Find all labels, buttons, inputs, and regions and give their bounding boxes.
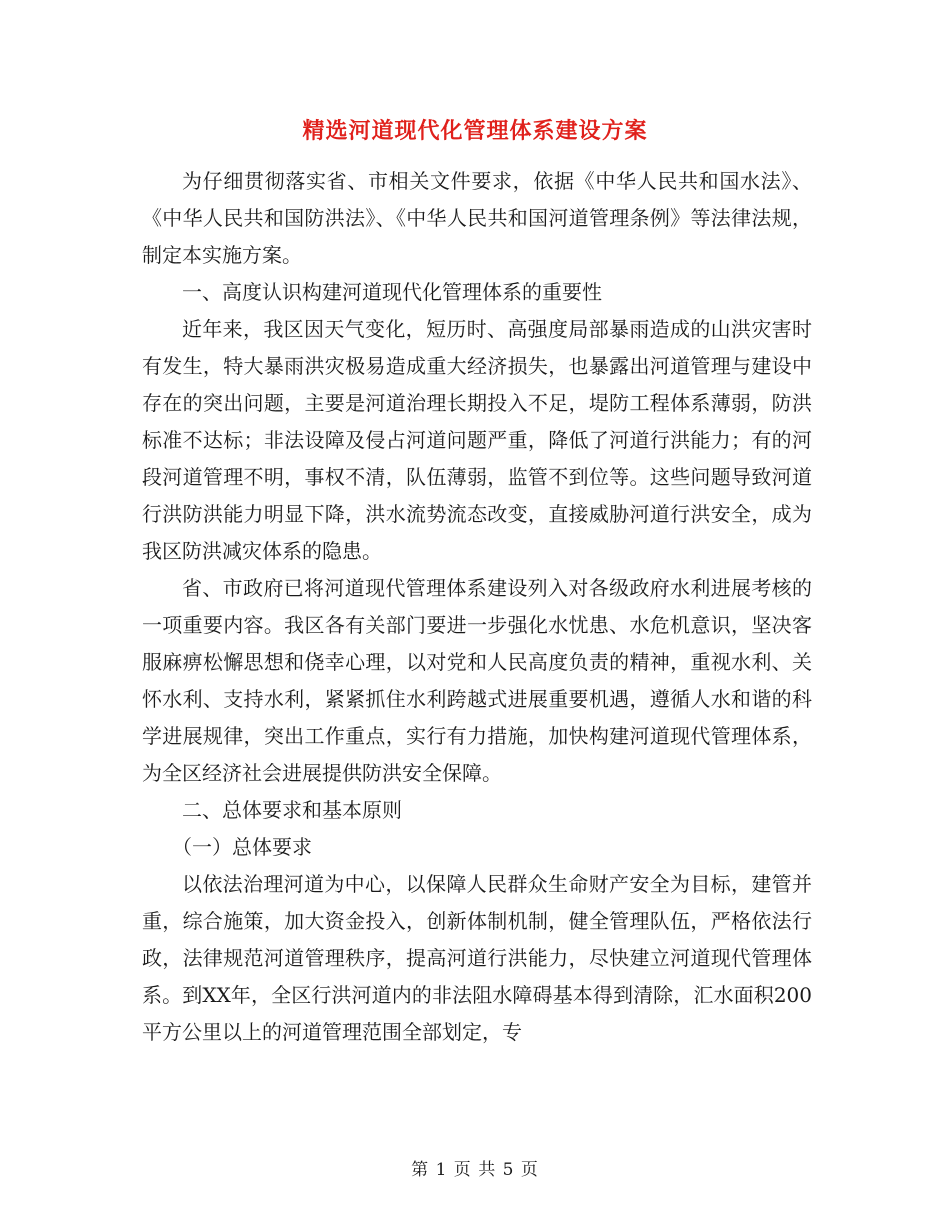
section-heading-2: 二、总体要求和基本原则 bbox=[182, 798, 402, 822]
page-number: 第 1 页 共 5 页 bbox=[411, 1160, 539, 1180]
body-paragraph: 以依法治理河道为中心，以保障人民群众生命财产安全为目标，建管并重，综合施策，加大资金投入，创新体制机制，健全管理队伍，严格依法行政，法律规范河道管理秩序，提高河道行洪能力，尽快建立河道现代管理体系。到XX年，全区行洪河道内的非法阻水障碍基本得到清除，汇水面积200平方公里以上的河道管理范围全部划定，专 bbox=[142, 872, 812, 1044]
subsection-heading: （一）总体要求 bbox=[172, 835, 312, 859]
section-heading-1: 一、高度认识构建河道现代化管理体系的重要性 bbox=[182, 280, 602, 304]
document-title: 精选河道现代化管理体系建设方案 bbox=[302, 118, 648, 144]
body-paragraph: 省、市政府已将河道现代管理体系建设列入对各级政府水利进展考核的一项重要内容。我区各有关部门要进一步强化水忧患、水危机意识，坚决客服麻痹松懈思想和侥幸心理，以对党和人民高度负责的精神，重视水利、关怀水利、支持水利，紧紧抓住水利跨越式进展重要机遇，遵循人水和谐的科学进展规律，突出工作重点，实行有力措施，加快构建河道现代管理体系，为全区经济社会进展提供防洪安全保障。 bbox=[142, 576, 812, 785]
document-body bbox=[142, 163, 812, 1051]
body-paragraph: 近年来，我区因天气变化，短历时、高强度局部暴雨造成的山洪灾害时有发生，特大暴雨洪灾极易造成重大经济损失，也暴露出河道管理与建设中存在的突出问题，主要是河道治理长期投入不足，堤防工程体系薄弱，防洪标准不达标；非法设障及侵占河道问题严重，降低了河道行洪能力；有的河段河道管理不明，事权不清，队伍薄弱，监管不到位等。这些问题导致河道行洪防洪能力明显下降，洪水流势流态改变，直接威胁河道行洪安全，成为我区防洪减灾体系的隐患。 bbox=[142, 317, 812, 563]
intro-paragraph: 为仔细贯彻落实省、市相关文件要求，依据《中华人民共和国水法》、《中华人民共和国防洪法》、《中华人民共和国河道管理条例》等法律法规，制定本实施方案。 bbox=[142, 169, 812, 267]
